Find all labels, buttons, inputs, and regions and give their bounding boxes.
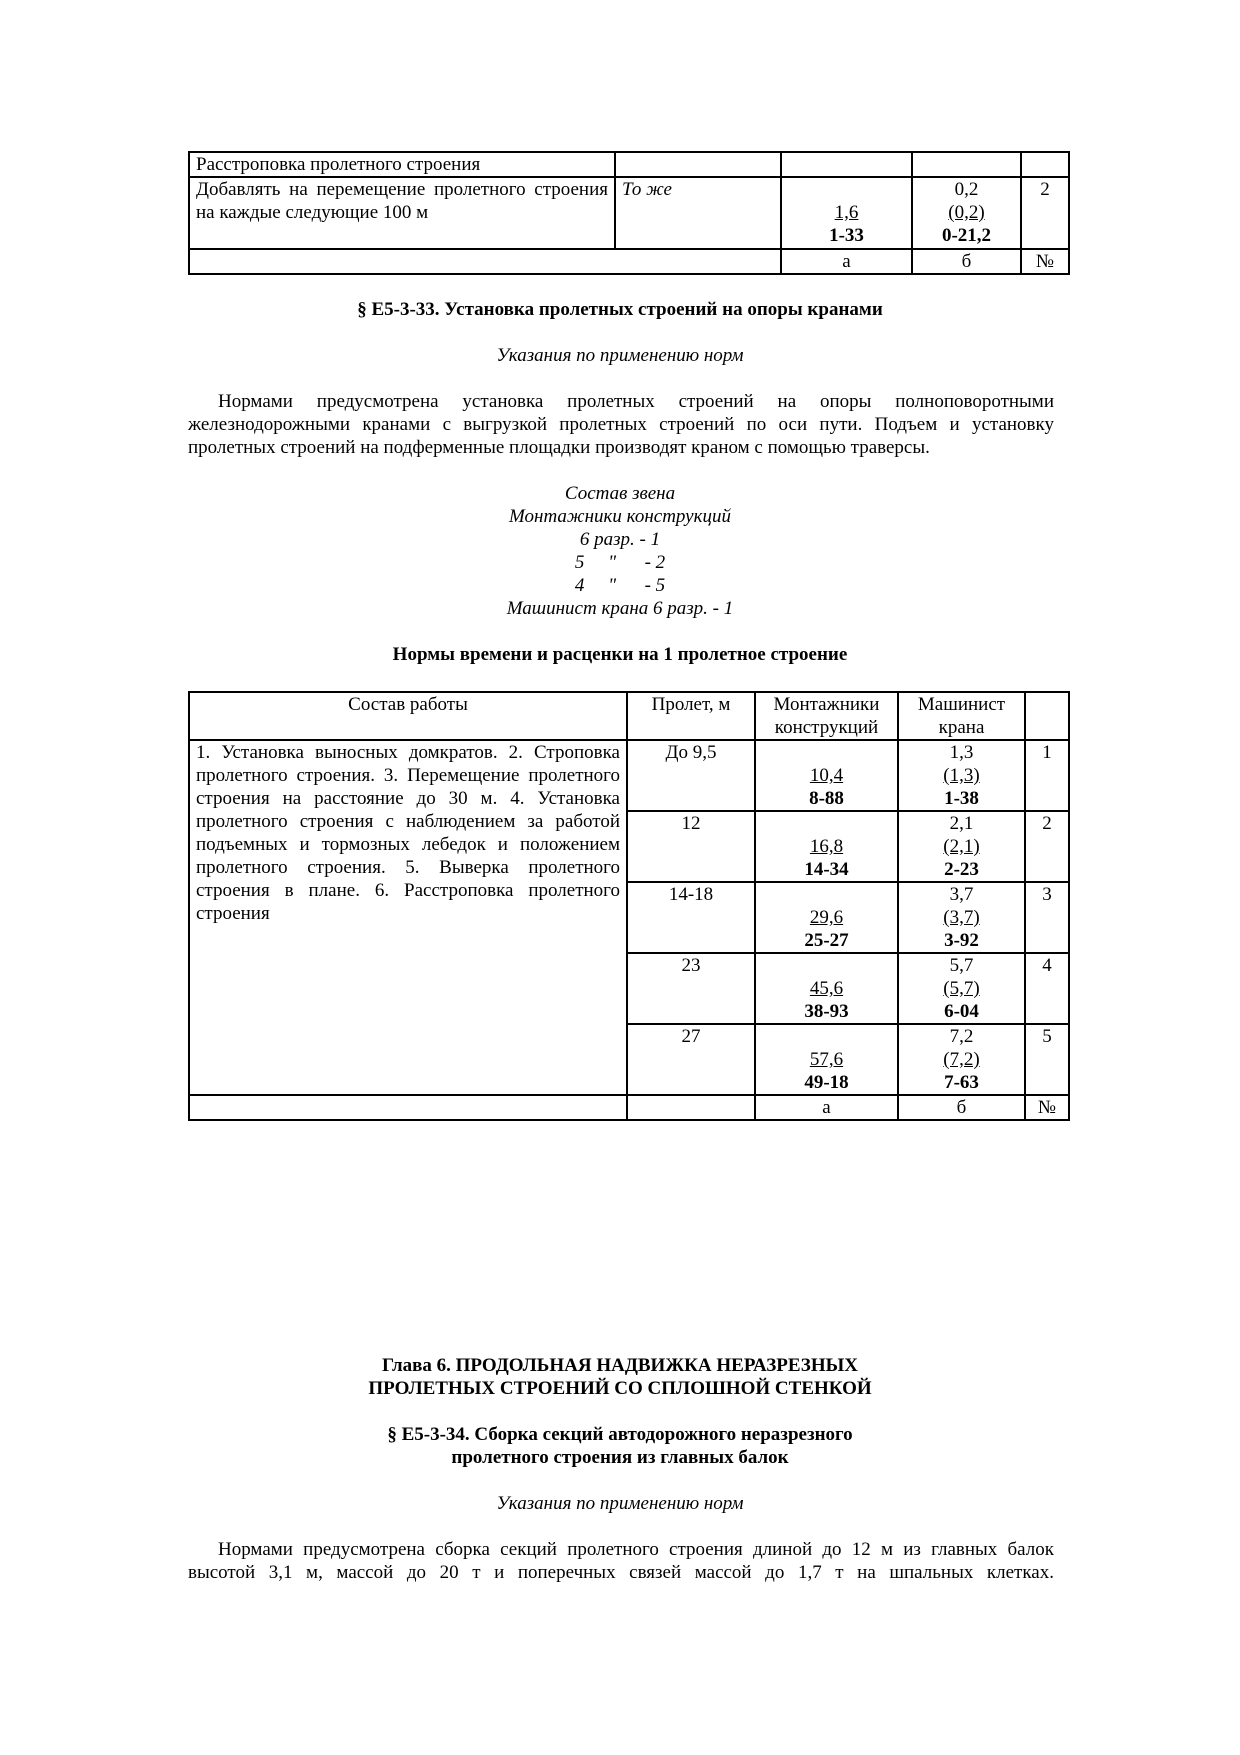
- row-number-cell: 3: [1025, 882, 1069, 953]
- header-installers: Монтажники конструкций: [755, 692, 898, 740]
- column-a-label: а: [755, 1095, 898, 1120]
- span-cell: До 9,5: [627, 740, 755, 811]
- operator-cell: [912, 177, 1021, 249]
- norms-title: Нормы времени и расценки на 1 пролетное строение: [392, 644, 848, 665]
- time-norm-top: 2,1: [949, 813, 974, 834]
- operator-cell: [898, 811, 1025, 882]
- time-norm: (0,2): [948, 202, 985, 223]
- header-span: Пролет, м: [627, 692, 755, 740]
- operator-cell: [898, 882, 1025, 953]
- row-number-cell: 5: [1025, 1024, 1069, 1095]
- work-cell: Расстроповка пролетного строения: [189, 152, 615, 177]
- norms-table-continued: [188, 151, 1070, 275]
- rate-value: 1-33: [829, 225, 864, 246]
- footer-empty-cell: [189, 249, 781, 274]
- rate-value: 25-27: [804, 930, 849, 951]
- time-norm: (7,2): [943, 1049, 980, 1070]
- rate-value: 3-92: [944, 930, 979, 951]
- rate-value: 6-04: [944, 1001, 979, 1022]
- chapter-title-line: ПРОЛЕТНЫХ СТРОЕНИЙ СО СПЛОШНОЙ СТЕНКОЙ: [368, 1378, 872, 1399]
- time-norm: 1,6: [834, 202, 859, 223]
- section-33-paragraph: Нормами предусмотрена установка пролетных строений на опоры полноповоротными железнодорожными кранами с выгрузкой пролетных строений по оси пути. Подъем и установку пролетных строений на подферменные площадки производят краном с помощью траверсы.: [188, 391, 1054, 458]
- rate-value: 2-23: [944, 859, 979, 880]
- rate-value: 7-63: [944, 1072, 979, 1093]
- time-norm-top: 0,2: [954, 179, 979, 200]
- header-number: [1025, 692, 1069, 740]
- footer-empty-cell: [627, 1095, 755, 1120]
- crew-line: 4 " - 5: [574, 575, 666, 596]
- rate-value: 14-34: [804, 859, 849, 880]
- column-a-label: а: [781, 249, 912, 274]
- installers-cell: [781, 177, 912, 249]
- work-description-cell: [189, 740, 627, 1095]
- work-text: 1. Установка выносных домкратов. 2. Строповка пролетного строения. 3. Перемещение пролетного строения на: [196, 742, 620, 809]
- span-cell: 27: [627, 1024, 755, 1095]
- crew-line: Машинист крана 6 разр. - 1: [506, 598, 734, 619]
- column-number-label: №: [1021, 249, 1069, 274]
- time-norm: (1,3): [943, 765, 980, 786]
- rate-value: 49-18: [804, 1072, 849, 1093]
- table-row: [189, 152, 1069, 177]
- time-norm: 57,6: [809, 1049, 844, 1070]
- guidance-heading: Указания по применению норм: [496, 345, 744, 366]
- time-norm: 16,8: [809, 836, 844, 857]
- unit-cell: [615, 152, 781, 177]
- span-cell: 12: [627, 811, 755, 882]
- unit-cell: То же: [615, 177, 781, 249]
- section-34-paragraph: Нормами предусмотрена сборка секций пролетного строения длиной до 12 м из главных балок высотой 3,1 м, массой до 20 т и поперечных связей массой до 1,7 т на шпальных клетках.: [188, 1539, 1054, 1583]
- crew-line: 6 разр. - 1: [579, 529, 661, 550]
- crew-title: Состав звена: [564, 483, 676, 504]
- chapter-title-line: Глава 6. ПРОДОЛЬНАЯ НАДВИЖКА НЕРАЗРЕЗНЫХ: [382, 1355, 858, 1376]
- section-34-title-line: § Е5-3-34. Сборка секций автодорожного неразрезного: [387, 1424, 853, 1445]
- installers-cell: [755, 740, 898, 811]
- time-norm: 29,6: [809, 907, 844, 928]
- time-norm: (5,7): [943, 978, 980, 999]
- time-norm: (2,1): [943, 836, 980, 857]
- row-number-cell: 4: [1025, 953, 1069, 1024]
- installers-cell: [755, 1024, 898, 1095]
- operator-cell: [898, 953, 1025, 1024]
- operator-cell: [912, 152, 1021, 177]
- installers-cell: [755, 882, 898, 953]
- span-cell: 14-18: [627, 882, 755, 953]
- rate-value: 8-88: [809, 788, 844, 809]
- time-norm-top: 5,7: [949, 955, 974, 976]
- column-number-label: №: [1025, 1095, 1069, 1120]
- column-b-label: б: [898, 1095, 1025, 1120]
- time-norm: 10,4: [809, 765, 844, 786]
- operator-cell: [898, 740, 1025, 811]
- installers-cell: [755, 953, 898, 1024]
- installers-cell: [781, 152, 912, 177]
- footer-empty-cell: [189, 1095, 627, 1120]
- header-work: Состав работы: [189, 692, 627, 740]
- header-operator: Машинист крана: [898, 692, 1025, 740]
- table-footer-row: [189, 249, 1069, 274]
- guidance-heading: Указания по применению норм: [496, 1493, 744, 1514]
- row-number-cell: 1: [1025, 740, 1069, 811]
- span-cell: 23: [627, 953, 755, 1024]
- section-34-title-line: пролетного строения из главных балок: [451, 1447, 789, 1468]
- time-norm-top: 7,2: [949, 1026, 974, 1047]
- section-33-title: § Е5-3-33. Установка пролетных строений на опоры кранами: [357, 299, 883, 320]
- table-footer-row: [189, 1095, 1069, 1120]
- norms-table: [188, 691, 1070, 1121]
- row-number-cell: 2: [1025, 811, 1069, 882]
- table-row: [189, 177, 1069, 249]
- work-cell: Добавлять на перемещение пролетного строения на каждые следующие 100 м: [189, 177, 615, 249]
- work-text: расстояние до 30 м. 4. Установка пролетного строения с наблюдением за работой подъемных и тормозных лебедок и: [196, 788, 620, 855]
- row-number-cell: [1021, 152, 1069, 177]
- rate-value: 0-21,2: [941, 225, 992, 246]
- row-number-cell: 2: [1021, 177, 1069, 249]
- work-text: положением пролетного строения. 5. Выверка пролетного строения в плане. 6. Расстроповка пролетного строения: [196, 834, 620, 924]
- time-norm-top: 1,3: [949, 742, 974, 763]
- crew-line: Монтажники конструкций: [509, 506, 731, 527]
- operator-cell: [898, 1024, 1025, 1095]
- rate-value: 1-38: [944, 788, 979, 809]
- rate-value: 38-93: [804, 1001, 849, 1022]
- time-norm-top: 3,7: [949, 884, 974, 905]
- column-b-label: б: [912, 249, 1021, 274]
- time-norm: (3,7): [943, 907, 980, 928]
- installers-cell: [755, 811, 898, 882]
- table-row: [189, 740, 1069, 811]
- time-norm: 45,6: [809, 978, 844, 999]
- table-header-row: [189, 692, 1069, 740]
- crew-line: 5 " - 2: [574, 552, 666, 573]
